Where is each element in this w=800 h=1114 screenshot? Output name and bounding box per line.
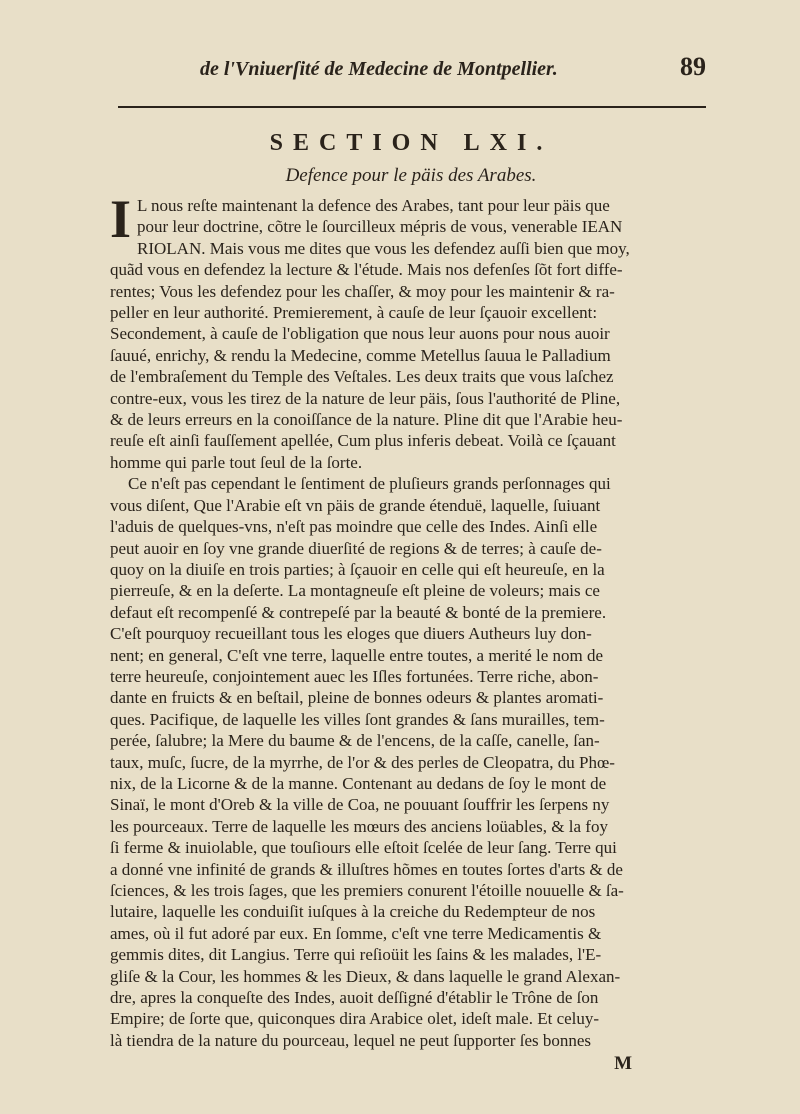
section-subtitle: Defence pour le päis des Arabes.	[285, 165, 537, 186]
text-line: C'eſt pourquoy recueillant tous les eloges que diuers Autheurs luy don-	[110, 624, 592, 644]
text-line: ſi ferme & inuiolable, que touſiours elle eſtoit ſcelée de leur ſang. Terre qui	[110, 838, 617, 858]
drop-cap: I	[110, 189, 132, 249]
text-line: dre, apres la conqueſte des Indes, auoit deſſigné d'établir le Trône de ſon	[110, 988, 599, 1008]
text-line: de l'embraſement du Temple des Veſtales. Les deux traits que vous laſchez	[110, 367, 614, 387]
text-line: ames, où il fut adoré par eux. En ſomme, c'eſt vne terre Medicamentis &	[110, 923, 602, 943]
text-line: gliſe & la Cour, les hommes & les Dieux, & dans laquelle le grand Alexan-	[110, 966, 621, 986]
text-line: contre-eux, vous les tirez de la nature de leur päis, ſous l'authorité de Pline,	[110, 388, 621, 408]
text-line: Empire; de ſorte que, quiconques dira Arabice olet, ideſt male. Et celuy-	[110, 1009, 600, 1029]
header-rule	[118, 106, 706, 108]
text-line: Ce n'eſt pas cependant le ſentiment de pluſieurs grands perſonnages qui	[128, 474, 611, 494]
text-line: l'aduis de quelques-vns, n'eſt pas moindre que celle des Indes. Ainſi elle	[110, 517, 598, 537]
running-title: de l'Vniuerſité de Medecine de Montpellier.	[200, 58, 558, 80]
text-line: ſauué, enrichy, & rendu la Medecine, comme Metellus ſauua le Palladium	[110, 345, 611, 365]
text-line: reuſe eſt ainſi fauſſement apellée, Cum plus inferis debeat. Voilà ce ſçauant	[110, 431, 616, 451]
text-line: ſciences, & les trois ſages, que les premiers conurent l'étoille nouuelle & ſa-	[110, 881, 624, 900]
text-line: taux, muſc, ſucre, de la myrrhe, de l'or & des perles de Cleopatra, du Phœ-	[110, 752, 615, 772]
text-line: pierreuſe, & en la deſerte. La montagneuſe eſt pleine de voleurs; mais ce	[110, 581, 600, 601]
text-line: & de leurs erreurs en la conoiſſance de la nature. Pline dit que l'Arabie heu-	[110, 410, 623, 430]
text-line: nix, de la Licorne & de la manne. Contenant au dedans de ſoy le mont de	[110, 773, 607, 793]
text-line: peut auoir en ſoy vne grande diuerſité de regions & de terres; à cauſe de-	[110, 538, 602, 558]
page-number: 89	[680, 52, 706, 81]
text-line: Sinaï, le mont d'Oreb & la ville de Coa, ne pouuant ſouffrir les ſerpens ny	[110, 795, 610, 815]
text-line: homme qui parle tout ſeul de la ſorte.	[110, 452, 363, 472]
text-line: quãd vous en defendez la lecture & l'étude. Mais nos defenſes ſõt fort diffe-	[110, 260, 623, 280]
running-head	[110, 52, 712, 82]
text-line: Secondement, à cauſe de l'obligation que nous leur auons pour nous auoir	[110, 324, 610, 344]
text-line: defaut eſt recompenſé & contrepeſé par la beauté & bonté de la premiere.	[110, 602, 607, 622]
text-line: quoy on la diuiſe en trois parties; à ſçauoir en celle qui eſt heureuſe, en la	[110, 559, 605, 579]
body-text	[110, 189, 712, 1051]
text-line: vous diſent, Que l'Arabie eſt vn päis de grande étenduë, laquelle, ſuiuant	[110, 495, 601, 515]
text-line: là tiendra de la nature du pourceau, lequel ne peut ſupporter ſes bonnes	[110, 1030, 592, 1050]
text-line: rentes; Vous les defendez pour les chaſſer, & moy pour les maintenir & ra-	[110, 281, 615, 301]
text-line: ques. Pacifique, de laquelle les villes ſont grandes & ſans murailles, tem-	[110, 709, 605, 729]
section-title: SECTION LXI.	[269, 130, 553, 156]
text-line: dante en fruicts & en beſtail, pleine de bonnes odeurs & plantes aromati-	[110, 688, 604, 708]
text-line: RIOLAN. Mais vous me dites que vous les defendez auſſi bien que moy,	[137, 238, 630, 258]
catchword: M	[614, 1053, 632, 1074]
text-line: nent; en general, C'eſt vne terre, laquelle entre toutes, a merité le nom de	[110, 645, 604, 665]
text-line: terre heureuſe, conjointement auec les Iſles fortunées. Terre riche, abon-	[110, 666, 599, 686]
text-line: perée, ſalubre; la Mere du baume & de l'encens, de la caſſe, canelle, ſan-	[110, 731, 600, 751]
text-line: gemmis dites, dit Langius. Terre qui reſioüit les ſains & les malades, l'E-	[110, 945, 602, 965]
text-line: peller en leur authorité. Premierement, à cauſe de leur ſçauoir excellent:	[110, 303, 598, 323]
text-line: a donné vne infinité de grands & illuſtres hõmes en toutes ſortes d'arts & de	[110, 859, 623, 879]
text-line: pour leur doctrine, cõtre le ſourcilleux mépris de vous, venerable IEAN	[137, 217, 623, 237]
text-line: lutaire, laquelle les conduiſit iuſques à la creiche du Redempteur de nos	[110, 902, 596, 922]
text-line: les pourceaux. Terre de laquelle les mœurs des anciens loüables, & la foy	[110, 816, 608, 836]
text-line: L nous reſte maintenant la defence des Arabes, tant pour leur päis que	[137, 196, 610, 215]
